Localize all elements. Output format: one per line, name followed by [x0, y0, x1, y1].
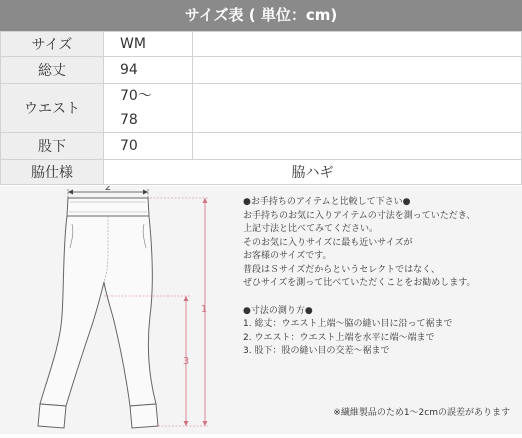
measure-line: 3. 股下：股の縫い目の交差〜裾まで [243, 346, 390, 356]
row-value-waist [104, 84, 193, 133]
size-chart-title: サイズ表 ( 単位：cm) [0, 0, 522, 31]
table-row-header [1, 32, 522, 57]
waist-value-line2: 78 [120, 112, 138, 128]
table-row-total-length [1, 57, 522, 84]
compare-line: お手持ちのお気に入りアイテムの寸法を測っていただき、 [243, 210, 476, 221]
notes-block [243, 196, 476, 359]
size-table [0, 31, 522, 185]
row-label-total-length: 総丈 [1, 57, 104, 84]
footnote: ※繊維製品のため1〜2cmの誤差があります [333, 408, 510, 418]
header-size-wm: WM [104, 32, 193, 57]
marker-2: 2 [104, 186, 112, 193]
waist-value-line1: 70〜 [120, 88, 152, 104]
pants-illustration [0, 186, 240, 434]
measure-line-waist [68, 186, 148, 198]
row-label-side-spec: 脇仕様 [1, 160, 104, 185]
row-value-inseam: 70 [104, 133, 193, 160]
compare-line: ぜひサイズを測って比べていただくことをお勧めします。 [243, 278, 476, 288]
compare-line: 普段はＳサイズだからというセレクトではなく、 [243, 264, 440, 275]
measure-title: ●寸法の測り方● [243, 305, 313, 316]
measure-line: 1. 総丈：ウエスト上端〜脇の縫い目に沿って裾まで [243, 319, 453, 329]
row-label-waist: ウエスト [1, 84, 104, 133]
compare-title: ●お手持ちのアイテムと比較して下さい● [243, 197, 411, 207]
marker-3: 3 [182, 356, 190, 367]
measure-line-total-length [150, 198, 208, 426]
row-value-side-spec: 脇ハギ [104, 160, 522, 185]
header-label: サイズ [1, 32, 104, 57]
row-label-inseam: 股下 [1, 133, 104, 160]
compare-line: 上記寸法と比べてみてください。 [243, 224, 379, 234]
compare-line: お客様のサイズです。 [243, 251, 332, 261]
table-row-side-spec [1, 160, 522, 185]
table-row-waist [1, 84, 522, 133]
table-row-inseam [1, 133, 522, 160]
measure-line: 2. ウエスト：ウエスト上端を水平に端〜端まで [243, 332, 435, 343]
marker-1: 1 [200, 304, 208, 315]
row-value-total-length: 94 [104, 57, 193, 84]
compare-line: そのお気に入りサイズに最も近いサイズが [243, 237, 413, 248]
